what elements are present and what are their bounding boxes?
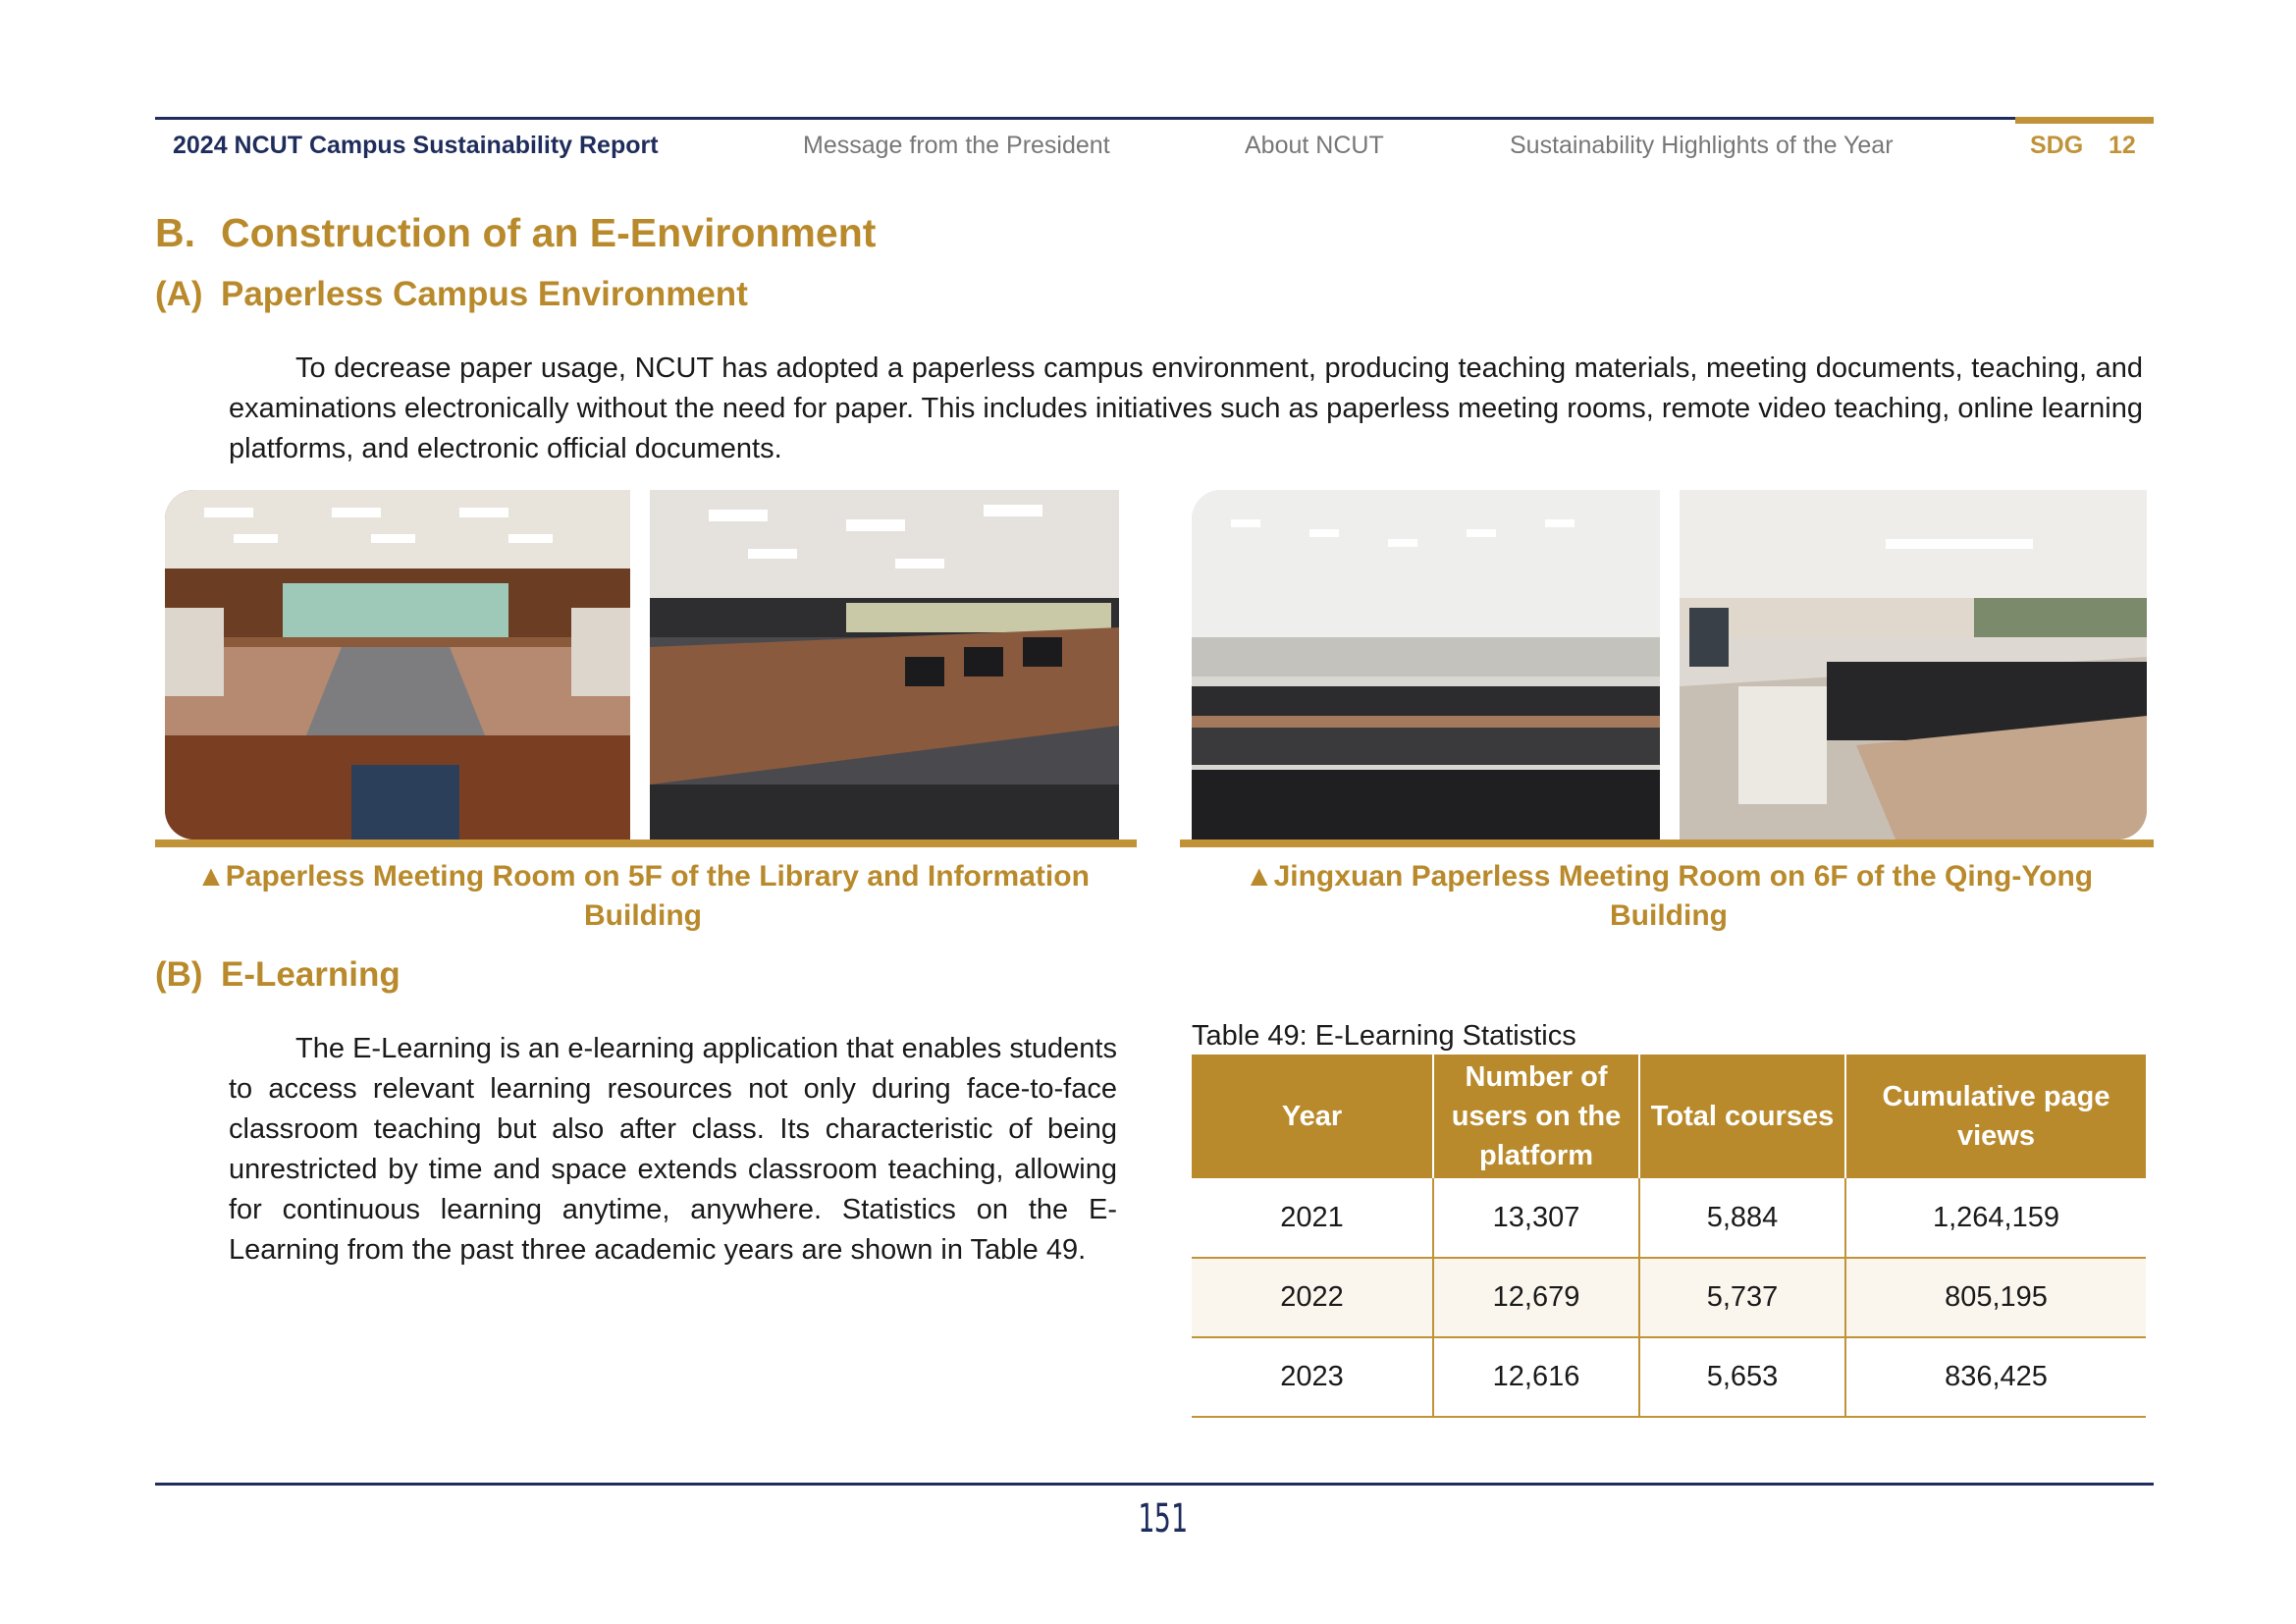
- cell-page-views: 836,425: [1845, 1337, 2146, 1417]
- table-caption: Table 49: E-Learning Statistics: [1192, 1020, 1576, 1052]
- cell-courses: 5,884: [1639, 1178, 1845, 1258]
- report-title: 2024 NCUT Campus Sustainability Report: [173, 132, 659, 159]
- subsection-a-heading: [155, 272, 748, 317]
- elearning-paragraph: The E-Learning is an e-learning application that enables students to access relevant learning resources not only during face-to-face classroom teaching but also after class. Its characteristic of being unrestricted by time and space extends classroom teaching, allowing for continuous learning anytime, anywhere. Statistics on the E-Learning from the past three academic years are shown in Table 49.: [229, 1033, 1117, 1266]
- subsection-b-heading: [155, 952, 400, 998]
- sdg-label: SDG: [2030, 132, 2084, 159]
- cell-year: 2022: [1192, 1258, 1433, 1337]
- table-row: [1192, 1337, 2146, 1417]
- caption-rule-left: [155, 839, 1137, 847]
- table-header-row: [1192, 1055, 2146, 1178]
- paperless-paragraph: To decrease paper usage, NCUT has adopted a paperless campus environment, producing teaching materials, meeting documents, teaching, and examinations electronically without the need for paper. This includes initiatives such as paperless meeting rooms, remote video teaching, online learning platforms, and electronic official documents.: [229, 352, 2143, 464]
- cell-year: 2023: [1192, 1337, 1433, 1417]
- caption-library-meeting-room: ▲Paperless Meeting Room on 5F of the Library and Information Building: [196, 860, 1090, 932]
- caption-rule-right: [1180, 839, 2154, 847]
- header-rule-accent: [2015, 117, 2154, 124]
- cell-users: 12,679: [1433, 1258, 1639, 1337]
- footer-rule: [155, 1483, 2154, 1486]
- cell-courses: 5,737: [1639, 1258, 1845, 1337]
- photo-library-meeting-room-2: [650, 490, 1119, 839]
- cell-page-views: 1,264,159: [1845, 1178, 2146, 1258]
- photo-library-meeting-room-1: [165, 490, 630, 839]
- page-number: 151: [1138, 1496, 1188, 1542]
- cell-page-views: 805,195: [1845, 1258, 2146, 1337]
- table-row: [1192, 1258, 2146, 1337]
- table-row: [1192, 1178, 2146, 1258]
- elearning-statistics-table: [1192, 1055, 2146, 1418]
- section-title: Construction of an E-Environment: [221, 210, 877, 255]
- header-page-views: Cumulative page views: [1845, 1055, 2146, 1178]
- caption-qing-yong-meeting-room: ▲Jingxuan Paperless Meeting Room on 6F of the Qing-Yong Building: [1244, 860, 2094, 932]
- cell-year: 2021: [1192, 1178, 1433, 1258]
- header-users: Number of users on the platform: [1433, 1055, 1639, 1178]
- subsection-b-title: E-Learning: [221, 955, 400, 994]
- cell-users: 12,616: [1433, 1337, 1639, 1417]
- nav-sustainability-highlights[interactable]: Sustainability Highlights of the Year: [1510, 132, 1894, 159]
- subsection-a-marker: (A): [155, 275, 203, 313]
- nav-message-from-president[interactable]: Message from the President: [803, 132, 1110, 159]
- subsection-b-marker: (B): [155, 955, 203, 994]
- sdg-number: 12: [2109, 132, 2136, 159]
- nav-about-ncut[interactable]: About NCUT: [1245, 132, 1384, 159]
- cell-courses: 5,653: [1639, 1337, 1845, 1417]
- header-total-courses: Total courses: [1639, 1055, 1845, 1178]
- cell-users: 13,307: [1433, 1178, 1639, 1258]
- photo-qing-yong-meeting-room-2: [1680, 490, 2147, 839]
- subsection-a-title: Paperless Campus Environment: [221, 275, 748, 313]
- header-year: Year: [1192, 1055, 1433, 1178]
- section-heading: [155, 206, 876, 259]
- header-rule: [155, 117, 2015, 120]
- photo-qing-yong-meeting-room-1: [1192, 490, 1660, 839]
- section-marker: B.: [155, 210, 195, 255]
